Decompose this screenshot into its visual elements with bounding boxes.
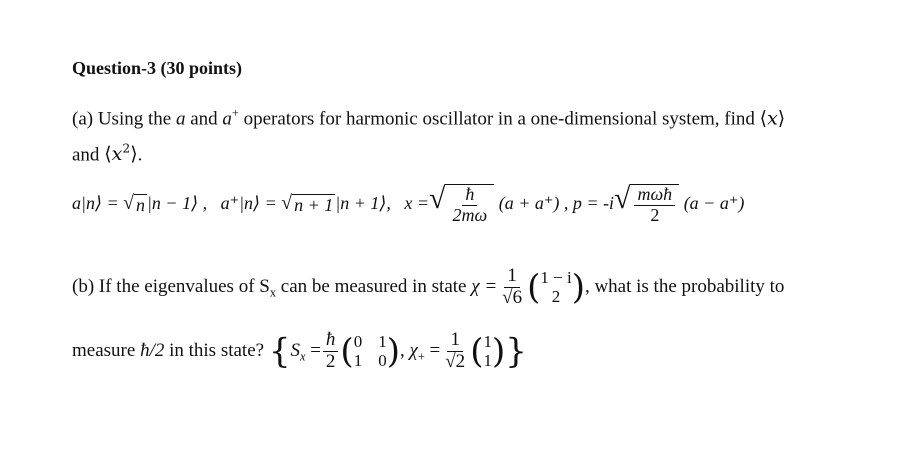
adag-action-lhs: a⁺|n⟩ = bbox=[220, 192, 282, 213]
hint-hbar-fraction: $\frac{ħ}{2}$ bbox=[323, 330, 339, 373]
and-word: and bbox=[190, 108, 218, 130]
x-sqrt: √ $\frac{ħ}{2m\omega}$ bbox=[429, 184, 494, 226]
x-lhs: x = bbox=[404, 192, 430, 213]
part-a-prefix: (a) Using the bbox=[72, 108, 172, 130]
part-b-line-2: measure ħ/2 in this state? {$S_x$ = $\frac{ħ}{2}$ ( 0 1 1 0 ), $\chi_+$ = $\frac{1}{√2}$ ( 1 1 )} bbox=[72, 329, 527, 372]
hbar-over-2: ħ/2 bbox=[140, 339, 165, 361]
sqrt-n-plus-1: √ n + 1 bbox=[281, 191, 334, 215]
operator-a-dagger: a bbox=[222, 108, 232, 130]
pauli-x-matrix: 0 1 1 0 bbox=[353, 331, 387, 371]
x-rhs: (a + a⁺) , bbox=[498, 192, 569, 213]
norm-fraction: $\frac{1}{√6}$ bbox=[502, 265, 523, 308]
a-action-lhs: a|n⟩ = bbox=[72, 192, 124, 213]
expectation-x: ⟨x⟩ bbox=[759, 107, 786, 130]
part-a-line-1 bbox=[72, 106, 785, 130]
part-a-suffix: operators for harmonic oscillator in a one-dimensional system, find bbox=[243, 108, 755, 130]
hint-norm-fraction: $\frac{1}{√2}$ bbox=[445, 329, 466, 372]
dagger-superscript: + bbox=[231, 106, 239, 120]
part-b-line-1: (b) If the eigenvalues of $S_x$ can be measured in state χ = $\frac{1}{√6}$ ( 1 − i 2 ), what is the probability to bbox=[72, 265, 785, 308]
question-title: Question-3 (30 points) bbox=[72, 58, 243, 78]
operator-equations bbox=[72, 184, 744, 226]
operator-a: a bbox=[175, 108, 186, 130]
sx-subscript: x bbox=[269, 285, 277, 300]
in-this-state: in this state? bbox=[169, 339, 265, 361]
adag-action-rhs: |n + 1⟩, bbox=[335, 192, 391, 213]
p-rhs: (a − a⁺) bbox=[683, 192, 745, 213]
chi-equals: χ = bbox=[471, 275, 498, 297]
expectation-x-squared: $⟨x^2⟩$ bbox=[104, 142, 138, 166]
open-brace: { bbox=[268, 331, 291, 372]
part-b-prefix: (b) If the eigenvalues of S bbox=[72, 275, 270, 297]
a-action-rhs: |n − 1⟩ , bbox=[146, 192, 208, 213]
hint-chi-plus: χ bbox=[409, 339, 418, 361]
measure-word: measure bbox=[72, 339, 136, 361]
part-b-mid: can be measured in state bbox=[276, 275, 467, 297]
sqrt-n: √ n bbox=[123, 191, 145, 215]
state-vector: 1 − i 2 bbox=[540, 267, 572, 307]
p-lhs: p = -i bbox=[572, 192, 614, 213]
close-brace: } bbox=[505, 331, 527, 372]
part-b-suffix: , what is the probability to bbox=[584, 275, 785, 297]
and-prefix: and bbox=[72, 144, 100, 166]
hint-eigenvector: 1 1 bbox=[483, 331, 492, 371]
p-sqrt: √ $\frac{\text{mωħ}}{2}$ bbox=[614, 184, 679, 226]
part-a-line-2: and $⟨x^2⟩$. bbox=[72, 142, 143, 166]
hint-sx: S bbox=[290, 339, 300, 361]
